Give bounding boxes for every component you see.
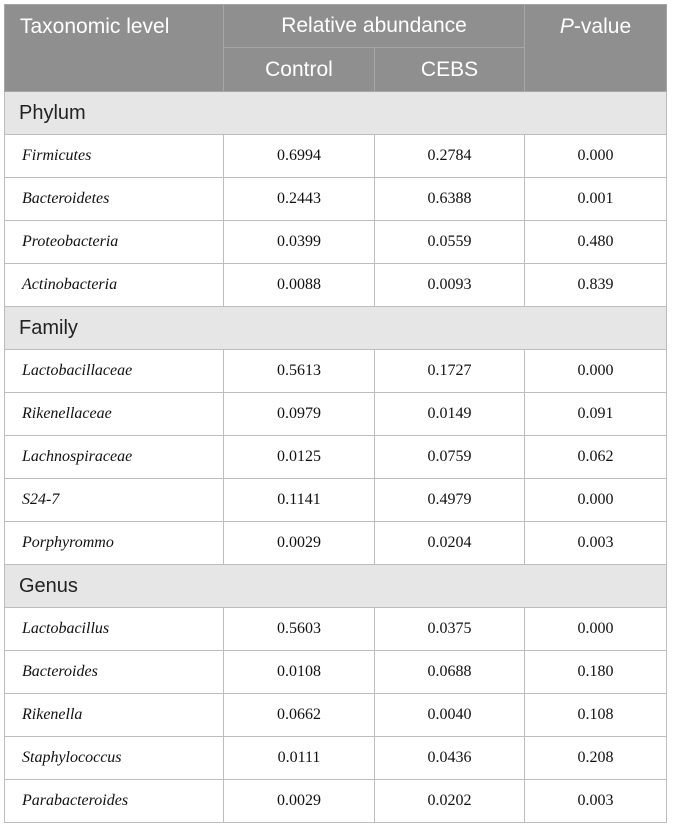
- control-value-cell: 0.0111: [224, 737, 375, 780]
- taxon-name-cell: Lactobacillaceae: [5, 350, 224, 393]
- table-row: [5, 608, 667, 651]
- cebs-value-cell: 0.0436: [375, 737, 525, 780]
- p-value-cell: 0.208: [525, 737, 667, 780]
- taxon-name-cell: Lachnospiraceae: [5, 436, 224, 479]
- header-row-top: [5, 5, 667, 48]
- table-row: [5, 522, 667, 565]
- taxon-name-cell: Rikenellaceae: [5, 393, 224, 436]
- cebs-value-cell: 0.6388: [375, 178, 525, 221]
- table-row: [5, 178, 667, 221]
- p-value-cell: 0.003: [525, 780, 667, 823]
- p-value-cell: 0.003: [525, 522, 667, 565]
- taxon-name-cell: Lactobacillus: [5, 608, 224, 651]
- control-value-cell: 0.0088: [224, 264, 375, 307]
- p-value-header: [525, 5, 667, 92]
- table-row: [5, 780, 667, 823]
- taxon-name-cell: Rikenella: [5, 694, 224, 737]
- p-value-cell: 0.180: [525, 651, 667, 694]
- p-value-cell: 0.091: [525, 393, 667, 436]
- taxon-name-cell: Bacteroidetes: [5, 178, 224, 221]
- taxon-name-cell: S24-7: [5, 479, 224, 522]
- table-row: [5, 264, 667, 307]
- table-header: [5, 5, 667, 92]
- cebs-value-cell: 0.0559: [375, 221, 525, 264]
- cebs-header: CEBS: [375, 48, 525, 92]
- table-row: [5, 350, 667, 393]
- table-row: [5, 221, 667, 264]
- control-value-cell: 0.0108: [224, 651, 375, 694]
- p-value-cell: 0.000: [525, 350, 667, 393]
- cebs-value-cell: 0.0093: [375, 264, 525, 307]
- p-value-cell: 0.000: [525, 135, 667, 178]
- control-value-cell: 0.0029: [224, 780, 375, 823]
- p-value-header-rest: -value: [573, 15, 632, 38]
- taxon-name-cell: Parabacteroides: [5, 780, 224, 823]
- taxon-name-cell: Actinobacteria: [5, 264, 224, 307]
- control-value-cell: 0.0399: [224, 221, 375, 264]
- taxonomic-level-header: Taxonomic level: [5, 5, 224, 92]
- p-value-cell: 0.062: [525, 436, 667, 479]
- cebs-value-cell: 0.0149: [375, 393, 525, 436]
- control-value-cell: 0.2443: [224, 178, 375, 221]
- table-row: [5, 479, 667, 522]
- p-value-cell: 0.839: [525, 264, 667, 307]
- p-value-cell: 0.001: [525, 178, 667, 221]
- p-value-header-italic: P: [559, 15, 574, 38]
- control-value-cell: 0.0979: [224, 393, 375, 436]
- cebs-value-cell: 0.0375: [375, 608, 525, 651]
- control-value-cell: 0.0662: [224, 694, 375, 737]
- cebs-value-cell: 0.1727: [375, 350, 525, 393]
- cebs-value-cell: 0.0759: [375, 436, 525, 479]
- control-value-cell: 0.6994: [224, 135, 375, 178]
- p-value-cell: 0.000: [525, 479, 667, 522]
- cebs-value-cell: 0.0040: [375, 694, 525, 737]
- taxon-name-cell: Proteobacteria: [5, 221, 224, 264]
- section-row-family: [5, 307, 667, 350]
- control-value-cell: 0.1141: [224, 479, 375, 522]
- taxon-name-cell: Bacteroides: [5, 651, 224, 694]
- section-row-phylum: [5, 92, 667, 135]
- cebs-value-cell: 0.2784: [375, 135, 525, 178]
- cebs-value-cell: 0.0202: [375, 780, 525, 823]
- taxon-name-cell: Staphylococcus: [5, 737, 224, 780]
- p-value-cell: 0.108: [525, 694, 667, 737]
- cebs-value-cell: 0.0204: [375, 522, 525, 565]
- control-value-cell: 0.5613: [224, 350, 375, 393]
- section-row-genus: [5, 565, 667, 608]
- table-row: [5, 694, 667, 737]
- section-title: Phylum: [5, 92, 667, 135]
- table-row: [5, 737, 667, 780]
- taxon-name-cell: Porphyrommo: [5, 522, 224, 565]
- section-title: Family: [5, 307, 667, 350]
- table-row: [5, 651, 667, 694]
- relative-abundance-header: Relative abundance: [224, 5, 525, 48]
- table-row: [5, 393, 667, 436]
- table-body: [5, 92, 667, 823]
- table-row: [5, 436, 667, 479]
- p-value-cell: 0.480: [525, 221, 667, 264]
- control-value-cell: 0.0029: [224, 522, 375, 565]
- control-header: Control: [224, 48, 375, 92]
- taxon-name-cell: Firmicutes: [5, 135, 224, 178]
- control-value-cell: 0.5603: [224, 608, 375, 651]
- abundance-table: [4, 4, 667, 823]
- cebs-value-cell: 0.4979: [375, 479, 525, 522]
- p-value-cell: 0.000: [525, 608, 667, 651]
- section-title: Genus: [5, 565, 667, 608]
- control-value-cell: 0.0125: [224, 436, 375, 479]
- cebs-value-cell: 0.0688: [375, 651, 525, 694]
- table-row: [5, 135, 667, 178]
